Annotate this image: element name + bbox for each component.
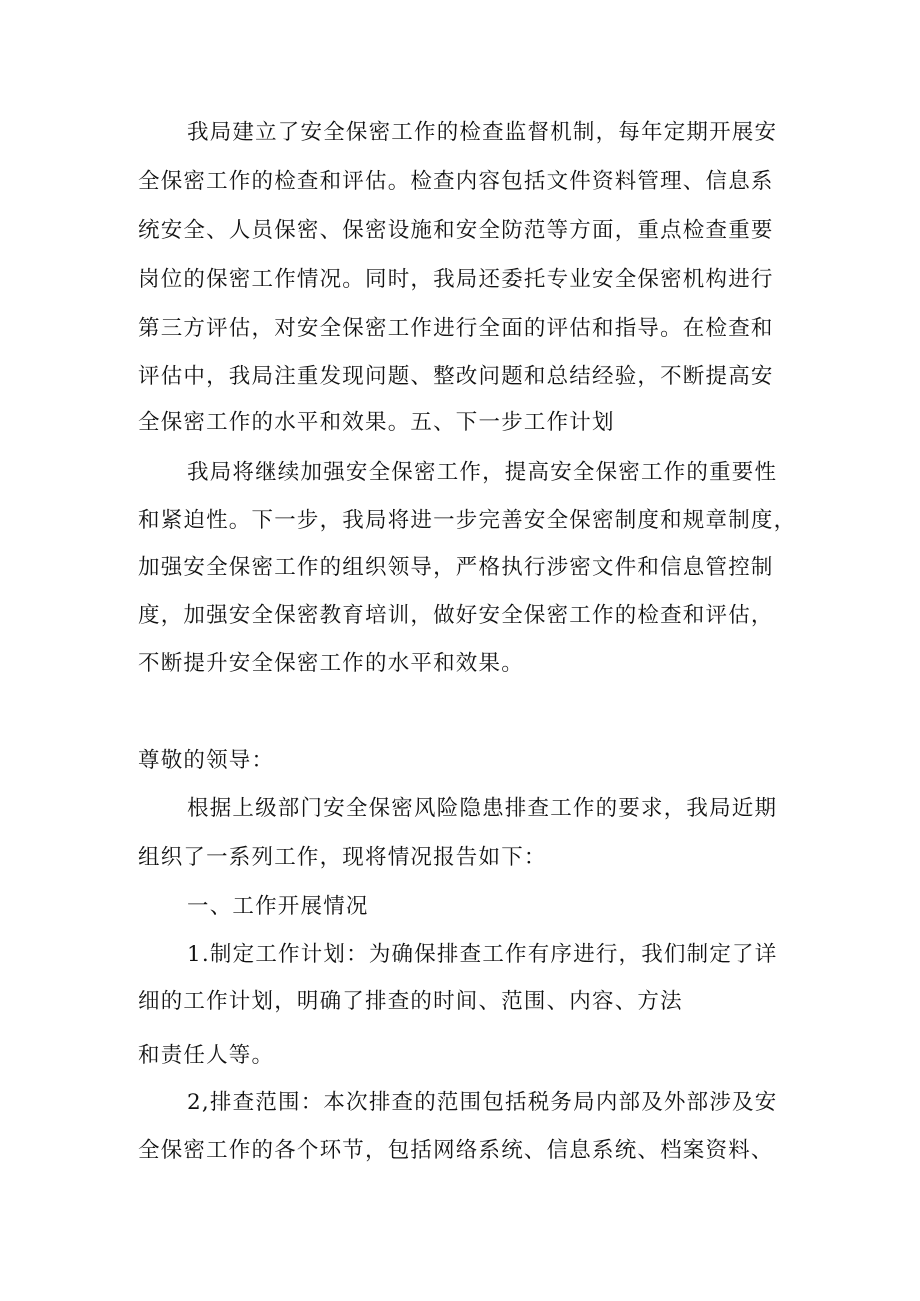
text-line: 评估中，我局注重发现问题、整改问题和总结经验，不断提高安: [138, 364, 774, 389]
text-line: 岗位的保密工作情况。同时，我局还委托专业安全保密机构进行: [138, 267, 774, 292]
text-line: 和责任人等。: [138, 1043, 275, 1068]
text-line: 我局将继续加强安全保密工作，提高安全保密工作的重要性: [187, 460, 778, 485]
section-heading: 一、工作开展情况: [187, 894, 369, 919]
text-line: 第三方评估，对安全保密工作进行全面的评估和指导。在检查和: [138, 316, 774, 341]
text-line: 2,排查范围：本次排查的范围包括税务局内部及外部涉及安: [187, 1090, 778, 1115]
text-line: 加强安全保密工作的组织领导，严格执行涉密文件和信息管控制: [138, 555, 774, 580]
text-line: 根据上级部门安全保密风险隐患排查工作的要求，我局近期: [187, 796, 778, 821]
text-line: 全保密工作的各个环节，包括网络系统、信息系统、档案资料、: [138, 1138, 774, 1163]
text-line: 不断提升安全保密工作的水平和效果。: [138, 651, 524, 676]
text-line: 度，加强安全保密教育培训，做好安全保密工作的检查和评估，: [138, 603, 774, 628]
salutation: 尊敬的领导：: [138, 748, 275, 773]
text-line: 组织了一系列工作，现将情况报告如下：: [138, 845, 547, 870]
text-line: 全保密工作的水平和效果。五、下一步工作计划: [138, 410, 615, 435]
text-line: 统安全、人员保密、保密设施和安全防范等方面，重点检查重要: [138, 218, 774, 243]
text-line: 细的工作计划，明确了排查的时间、范围、内容、方法: [138, 989, 683, 1014]
text-line: 和紧迫性。下一步，我局将进一步完善安全保密制度和规章制度，: [138, 508, 797, 533]
text-line: 1.制定工作计划：为确保排查工作有序进行，我们制定了详: [187, 942, 778, 967]
text-line: 我局建立了安全保密工作的检查监督机制，每年定期开展安: [187, 120, 778, 145]
text-line: 全保密工作的检查和评估。检查内容包括文件资料管理、信息系: [138, 169, 774, 194]
